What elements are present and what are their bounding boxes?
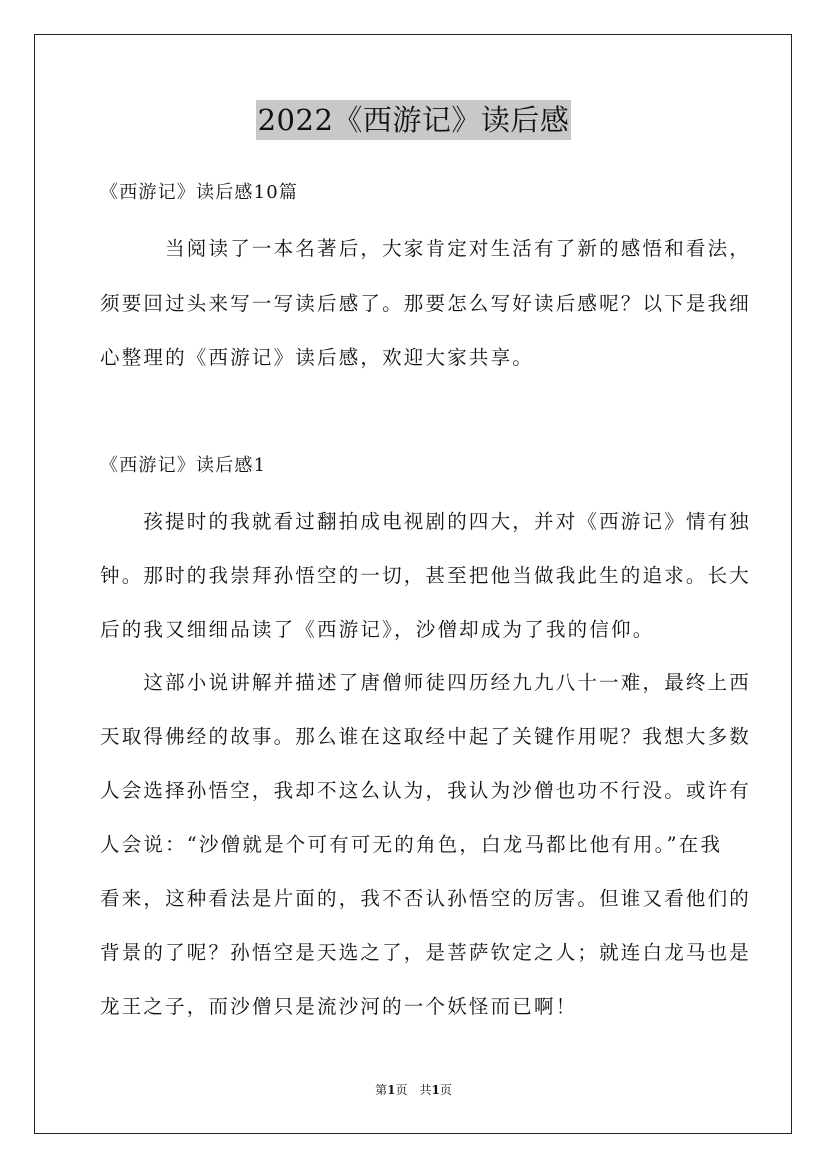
paragraph1-line-1: 孩提时的我就看过翻拍成电视剧的四大，并对《西游记》情有独 [100,510,752,533]
page-footer [0,1082,827,1098]
paragraph2-line-4: 人会说：“沙僧就是个可有可无的角色，白龙马都比他有用。”在我 [100,833,723,856]
footer-page-current: 1 [387,1083,396,1097]
paragraph1-line-3: 后的我又细细品读了《西游记》，沙僧却成为了我的信仰。 [100,618,655,641]
intro-line-1: 当阅读了一本名著后，大家肯定对生活有了新的感悟和看法， [100,237,752,260]
title-wrap [0,100,827,140]
intro-line-2: 须要回过头来写一写读后感了。那要怎么写好读后感呢？以下是我细 [100,292,752,315]
paragraph2-line-1: 这部小说讲解并描述了唐僧师徒四历经九九八十一难，最终上西 [100,671,752,694]
paragraph2-line-6: 背景的了呢？孙悟空是天选之了，是菩萨钦定之人；就连白龙马也是 [100,941,752,964]
footer-page-mid: 页 共 [395,1083,432,1097]
document-title: 2022《西游记》读后感 [256,100,572,140]
intro-line-3: 心整理的《西游记》读后感，欢迎大家共享。 [100,346,535,369]
paragraph2-line-7: 龙王之子，而沙僧只是流沙河的一个妖怪而已啊！ [100,995,578,1018]
paragraph2-line-2: 天取得佛经的故事。那么谁在这取经中起了关键作用呢？我想大多数 [100,725,752,748]
paragraph2-line-5: 看来，这种看法是片面的，我不否认孙悟空的厉害。但谁又看他们的 [100,887,752,910]
footer-page-suffix: 页 [439,1083,452,1097]
footer-page-prefix: 第 [375,1083,388,1097]
document-subtitle: 《西游记》读后感10篇 [100,182,299,203]
footer-page-total: 1 [431,1083,440,1097]
paragraph2-line-3: 人会选择孙悟空，我却不这么认为，我认为沙僧也功不行没。或许有 [100,779,752,802]
paragraph1-line-2: 钟。那时的我崇拜孙悟空的一切，甚至把他当做我此生的追求。长大 [100,564,752,587]
section-heading: 《西游记》读后感1 [100,455,267,476]
